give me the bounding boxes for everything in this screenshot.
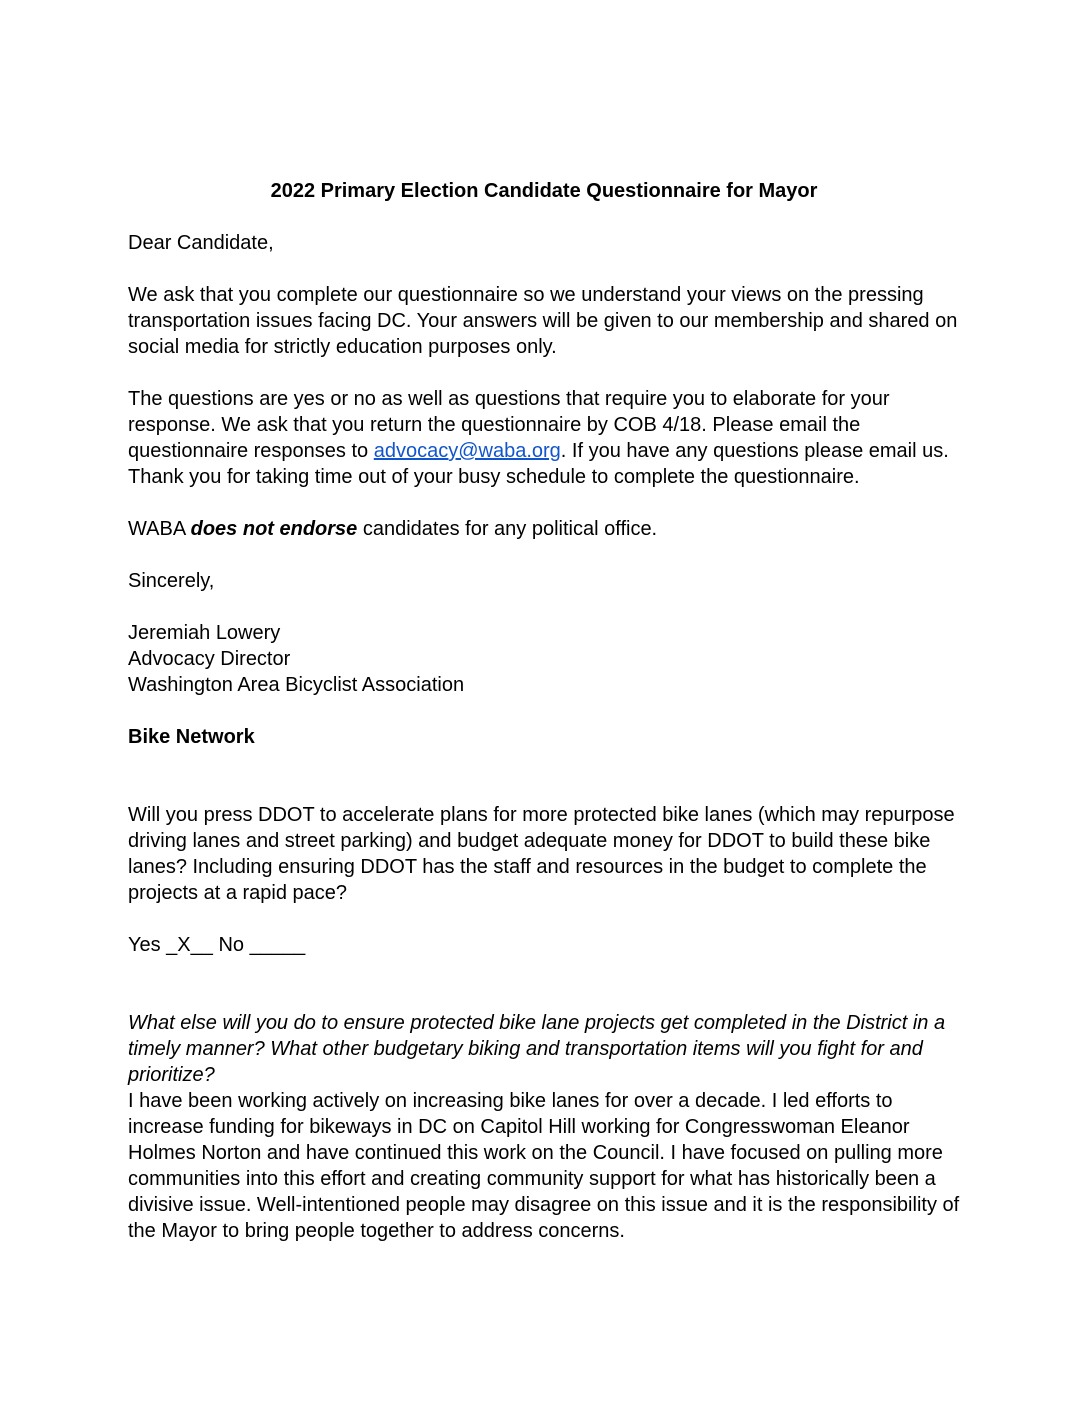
signature-name: Jeremiah Lowery — [128, 622, 281, 644]
instructions-text-before: The questions are yes or no as well as questions that require you to elaborate for your response. We ask that you return the questionnaire by COB 4/18. Please email the questionnaire responses to — [128, 388, 890, 462]
endorsement-emphasis: does not endorse — [190, 518, 358, 540]
endorsement-suffix: candidates for any political office. — [357, 518, 658, 540]
answer-1: Yes _X__ No _____ — [128, 934, 306, 956]
greeting: Dear Candidate, — [128, 232, 274, 254]
question-2: What else will you do to ensure protected bike lane projects get completed in the District in a timely manner? What other budgetary biking and transportation items will you fight for and prioritize? — [128, 1012, 946, 1086]
response-2: I have been working actively on increasing bike lanes for over a decade. I led efforts to increase funding for bikeways in DC on Capitol Hill working for Congresswoman Eleanor Holmes Norton and have continued this work on the Council. I have focused on pulling more communities into this effort and creating community support for what has historically been a divisive issue. Well-intentioned people may disagree on this issue and it is the responsibility of the Mayor to bring people together to address concerns. — [128, 1090, 960, 1242]
document-page — [128, 178, 960, 1244]
question-1: Will you press DDOT to accelerate plans for more protected bike lanes (which may repurpose driving lanes and street parking) and budget adequate money for DDOT to build these bike lanes? Including ensuring DDOT has the staff and resources in the budget to complete the projects at a rapid pace? — [128, 804, 955, 904]
endorsement-paragraph — [128, 516, 960, 542]
document-title: 2022 Primary Election Candidate Questionnaire for Mayor — [270, 180, 818, 202]
signature-org: Washington Area Bicyclist Association — [128, 674, 465, 696]
closing: Sincerely, — [128, 570, 215, 592]
signature-block — [128, 620, 960, 698]
section-heading: Bike Network — [128, 726, 255, 748]
signature-role: Advocacy Director — [128, 648, 291, 670]
instructions-paragraph — [128, 386, 960, 490]
intro-paragraph: We ask that you complete our questionnaire so we understand your views on the pressing transportation issues facing DC. Your answers will be given to our membership and shared on social media for strictly education purposes only. — [128, 284, 958, 358]
endorsement-prefix: WABA — [128, 518, 191, 540]
instructions-text-after: . If you have any questions please email us. Thank you for taking time out of your busy schedule to complete the questionnaire. — [128, 440, 949, 488]
email-link[interactable]: advocacy@waba.org — [373, 440, 561, 462]
